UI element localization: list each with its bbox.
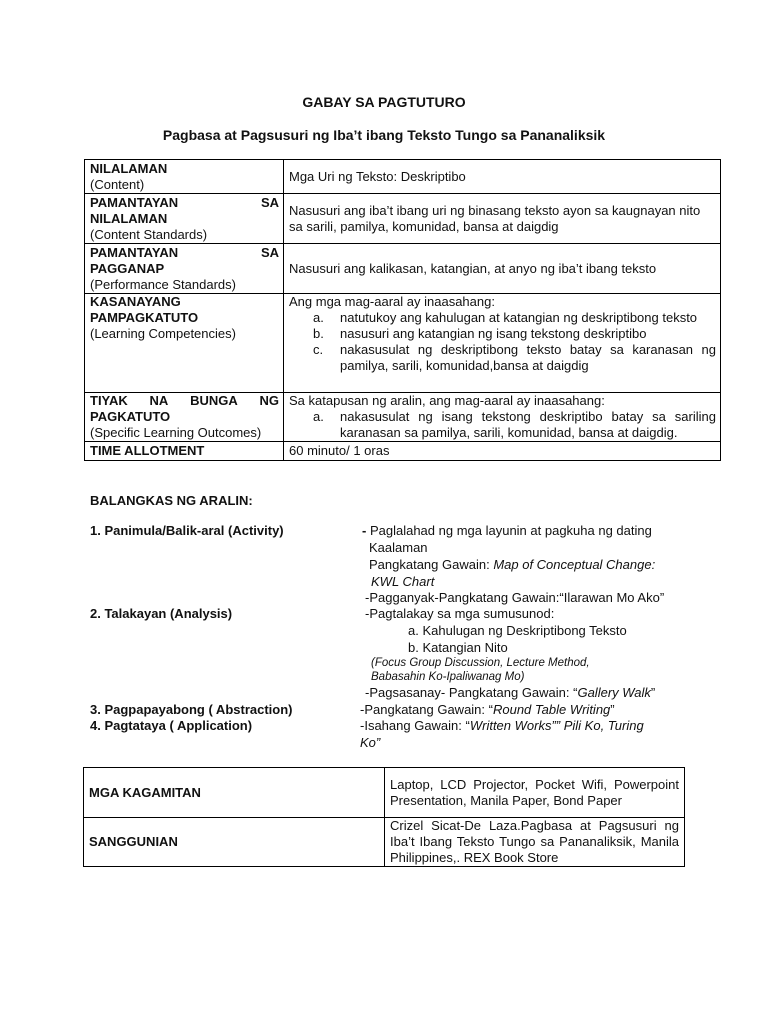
content-standards-value-cell: [284, 194, 721, 244]
list-item: a. natutukoy ang kahulugan at katangian ng deskriptibong teksto: [313, 310, 698, 325]
performance-standards-sublabel: (Performance Standards): [90, 276, 236, 292]
lesson-info-table: [84, 159, 721, 461]
content-standards-label-cell: [85, 194, 284, 244]
page-subtitle: Pagbasa at Pagsusuri ng Iba’t ibang Teksto Tungo sa Pananaliksik: [162, 127, 606, 143]
content-label: NILALAMAN: [90, 160, 168, 176]
references-value-cell: [385, 818, 685, 867]
outline-step-2-line-3: b. Katangian Nito: [408, 640, 508, 655]
slo-value-cell: [284, 393, 721, 442]
content-standards-label-word3: NILALAMAN: [90, 210, 168, 226]
table-row-time-allotment: [85, 442, 721, 461]
outline-step-3-line-1: -Pangkatang Gawain: “Round Table Writing”: [360, 702, 615, 717]
content-standards-sublabel: (Content Standards): [90, 226, 208, 242]
content-standards-label-word1: PAMANTAYAN: [90, 194, 179, 210]
table-row-content: [85, 160, 721, 194]
list-item: b. nasusuri ang katangian ng isang tekstong deskriptibo: [313, 326, 647, 341]
slo-label-word1: TIYAK: [90, 393, 128, 408]
outline-step-4-line-1: -Isahang Gawain: “Written Works”” Pili Ko, Turing: [360, 718, 644, 733]
slo-label-cell: [85, 393, 284, 442]
learning-competencies-sublabel: (Learning Competencies): [90, 326, 236, 341]
outline-step-1-line-4: KWL Chart: [371, 574, 435, 589]
outline-step-4-label: 4. Pagtataya ( Application): [90, 718, 253, 733]
performance-standards-value-cell: [284, 244, 721, 294]
content-value-cell: [284, 160, 721, 194]
time-allotment-label-cell: [85, 442, 284, 461]
performance-standards-label-word2: SA: [260, 244, 279, 260]
slo-label-word5: PAGKATUTO: [90, 409, 171, 424]
outline-step-2-line-6: -Pagsasanay- Pangkatang Gawain: “Gallery Walk”: [365, 685, 656, 700]
slo-label-word3: BUNGA: [190, 393, 238, 408]
content-standards-value: Nasusuri ang iba’t ibang uri ng binasang teksto ayon sa kaugnayan nito sa sarili, pamilya, komunidad, bansa at daigdig: [289, 202, 701, 234]
references-label-cell: [84, 818, 385, 867]
learning-competencies-value-cell: [284, 294, 721, 393]
resources-table: [83, 767, 685, 867]
page-title: GABAY SA PAGTUTURO: [302, 94, 466, 110]
slo-label-word4: NG: [259, 393, 279, 408]
references-label: SANGGUNIAN: [89, 834, 178, 849]
table-row-specific-learning-outcomes: [85, 393, 721, 442]
table-row-learning-competencies: [85, 294, 721, 393]
slo-sublabel: (Specific Learning Outcomes): [90, 425, 262, 440]
materials-value-cell: [385, 768, 685, 818]
table-row-materials: [84, 768, 685, 818]
outline-step-1-line-3: Pangkatang Gawain: Map of Conceptual Change:: [369, 557, 656, 572]
outline-step-1-line-5: -Pagganyak-Pangkatang Gawain:“Ilarawan Mo Ako”: [365, 590, 665, 605]
outline-step-3-label: 3. Pagpapayabong ( Abstraction): [90, 702, 293, 717]
slo-list: [289, 409, 716, 441]
materials-label-cell: [84, 768, 385, 818]
table-row-references: [84, 818, 685, 867]
performance-standards-value: Nasusuri ang kalikasan, katangian, at anyo ng iba’t ibang teksto: [289, 260, 657, 276]
outline-step-2-line-2: a. Kahulugan ng Deskriptibong Teksto: [408, 623, 627, 638]
materials-value: Laptop, LCD Projector, Pocket Wifi, Powerpoint Presentation, Manila Paper, Bond Paper: [390, 776, 679, 808]
learning-competencies-list: [289, 310, 716, 374]
outline-step-2-label: 2. Talakayan (Analysis): [90, 606, 233, 621]
content-label-cell: [85, 160, 284, 194]
learning-competencies-label-line1: KASANAYANG: [90, 294, 181, 309]
content-sublabel: (Content): [90, 176, 145, 192]
learning-competencies-label-cell: [85, 294, 284, 393]
table-row-performance-standards: [85, 244, 721, 294]
outline-step-2-line-5: Babasahin Ko-Ipaliwanag Mo): [371, 671, 525, 683]
performance-standards-label-cell: [85, 244, 284, 294]
table-row-content-standards: [85, 194, 721, 244]
slo-intro: Sa katapusan ng aralin, ang mag-aaral ay inaasahang:: [289, 393, 605, 408]
learning-competencies-label-line2: PAMPAGKATUTO: [90, 310, 199, 325]
slo-label-word2: NA: [149, 393, 169, 408]
outline-step-2-line-1: -Pagtalakay sa mga sumusunod:: [365, 606, 555, 621]
outline-step-2-line-4: (Focus Group Discussion, Lecture Method,: [371, 657, 590, 669]
outline-step-1-line-2: Kaalaman: [369, 540, 428, 555]
time-allotment-value-cell: [284, 442, 721, 461]
references-value: Crizel Sicat-De Laza.Pagbasa at Pagsusuri ng Iba’t Ibang Teksto Tungo sa Pananaliksik, Manila Philippines,. REX Book Store: [390, 818, 679, 865]
list-item: a. nakasusulat ng isang tekstong deskriptibo batay sa sariling karanasan sa pamilya, sarili, komunidad, bansa at daigdig.: [313, 409, 716, 440]
learning-competencies-intro: Ang mga mag-aaral ay inaasahang:: [289, 294, 495, 309]
time-allotment-value: 60 minuto/ 1 oras: [289, 443, 390, 458]
list-item: c. nakasusulat ng deskriptibong teksto batay sa karanasan ng pamilya, sarili, komunidad,bansa at daigdig: [313, 342, 716, 373]
performance-standards-label-word3: PAGGANAP: [90, 260, 165, 276]
content-value: Mga Uri ng Teksto: Deskriptibo: [289, 168, 466, 184]
outline-step-4-line-2: Ko”: [360, 735, 381, 750]
outline-step-1-label: 1. Panimula/Balik-aral (Activity): [90, 523, 284, 538]
content-standards-label-word2: SA: [260, 194, 279, 210]
outline-step-1-line-1: - Paglalahad ng mga layunin at pagkuha ng dating: [362, 523, 652, 538]
lesson-outline-heading: BALANGKAS NG ARALIN:: [90, 493, 253, 508]
materials-label: MGA KAGAMITAN: [89, 784, 201, 800]
time-allotment-label: TIME ALLOTMENT: [90, 443, 205, 458]
performance-standards-label-word1: PAMANTAYAN: [90, 244, 179, 260]
